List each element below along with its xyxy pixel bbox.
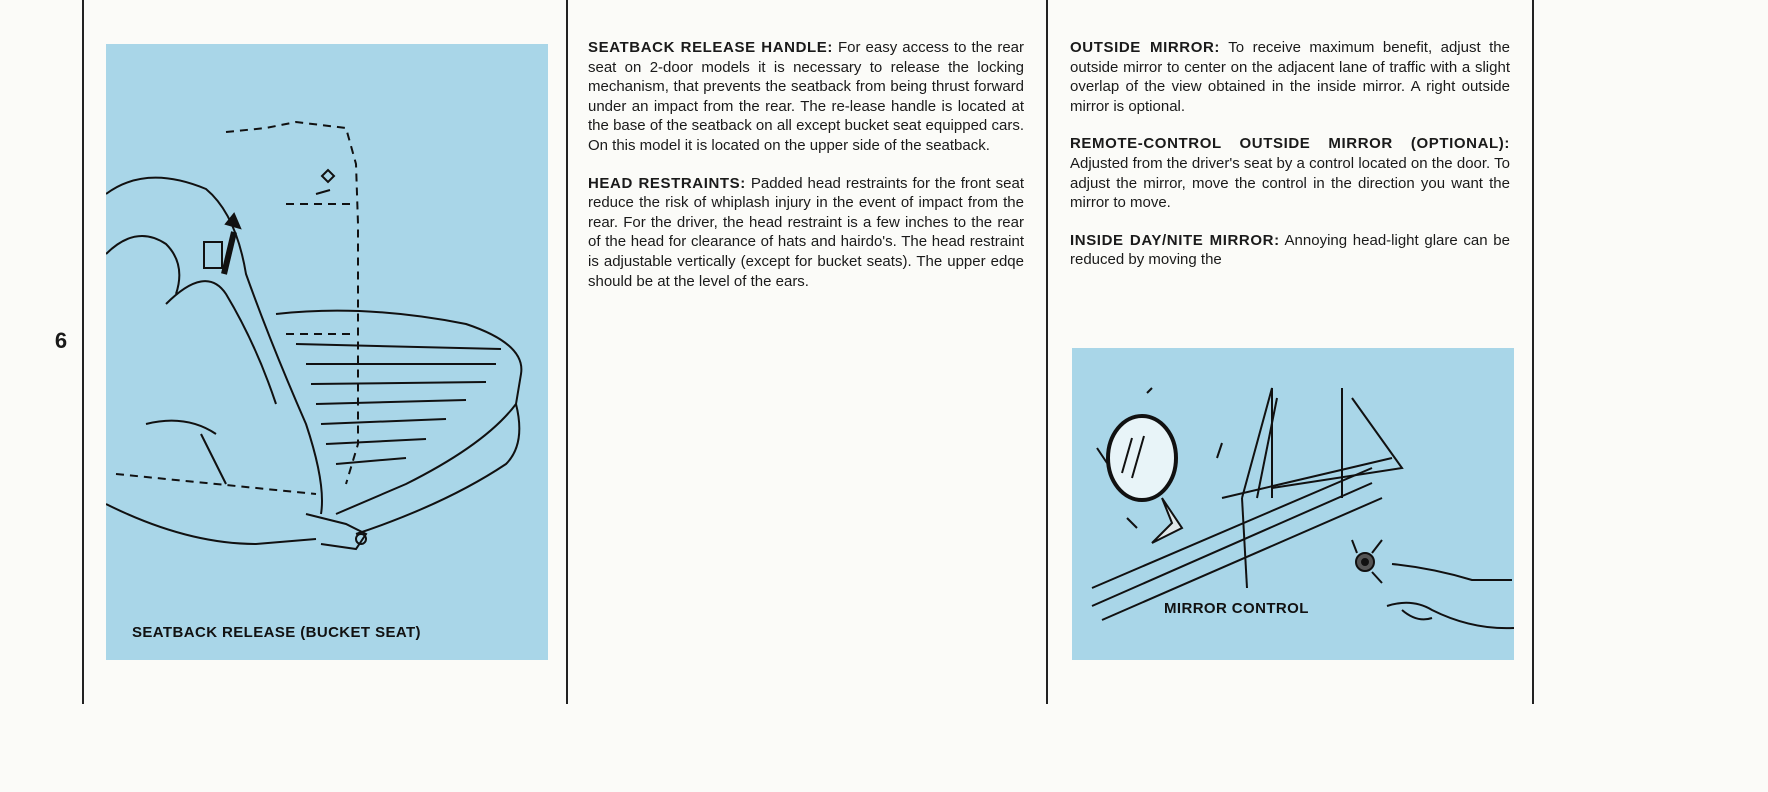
- bucket-seat-drawing: [106, 44, 548, 660]
- left-margin-rule: [82, 0, 84, 704]
- remote-control-mirror-paragraph: [1070, 134, 1510, 212]
- head-restraints-paragraph: [588, 174, 1024, 292]
- inside-mirror-heading: INSIDE DAY/NITE MIRROR:: [1070, 231, 1280, 249]
- seatback-release-paragraph: [588, 38, 1024, 156]
- remote-control-mirror-body: Adjusted from the driver's seat by a control located on the door. To adjust the mirror, move the control in the direction you want the mirror to move.: [1070, 154, 1510, 212]
- seatback-release-illustration: [106, 44, 548, 660]
- right-column-text: [1070, 38, 1510, 288]
- inside-mirror-body: Annoying head-light glare can be reduced by moving the: [1070, 231, 1510, 269]
- middle-column-text: [588, 38, 1024, 309]
- column-rule-1: [566, 0, 568, 704]
- head-restraints-heading: HEAD RESTRAINTS:: [588, 174, 746, 192]
- seat-figure-caption: SEATBACK RELEASE (BUCKET SEAT): [132, 624, 421, 641]
- outside-mirror-paragraph: [1070, 38, 1510, 116]
- outside-mirror-body: To receive maximum benefit, adjust the outside mirror to center on the adjacent lane of traffic with a slight overlap of the view obtained in the inside mirror. A right outside mirror is optional.: [1070, 39, 1510, 115]
- outside-mirror-heading: OUTSIDE MIRROR:: [1070, 39, 1220, 56]
- right-margin-rule: [1532, 0, 1534, 704]
- mirror-figure-caption: MIRROR CONTROL: [1164, 600, 1309, 617]
- seatback-release-heading: SEATBACK RELEASE HANDLE:: [588, 39, 833, 56]
- column-rule-2: [1046, 0, 1048, 704]
- mirror-control-illustration: [1072, 348, 1514, 660]
- page-number: 6: [54, 328, 68, 353]
- inside-mirror-paragraph: [1070, 231, 1510, 270]
- remote-control-mirror-heading: REMOTE-CONTROL OUTSIDE MIRROR (OPTIONAL):: [1070, 135, 1510, 153]
- seatback-release-body: For easy access to the rear seat on 2-door models it is necessary to release the locking mechanism, that prevents the seatback from being thrust forward under an impact from the rear. The re-lease handle is located at the base of the seatback on all except bucket seat equipped cars. On this model it is located on the upper side of the seatback.: [588, 39, 1024, 154]
- head-restraints-body: Padded head restraints for the front seat reduce the risk of whiplash injury in the event of impact from the rear. For the driver, the head restraint is a few inches to the rear of the head for clearance of hats and hairdo's. The head restraint is adjustable vertically (except for bucket seats). The upper edqe should be at the level of the ears.: [588, 174, 1025, 290]
